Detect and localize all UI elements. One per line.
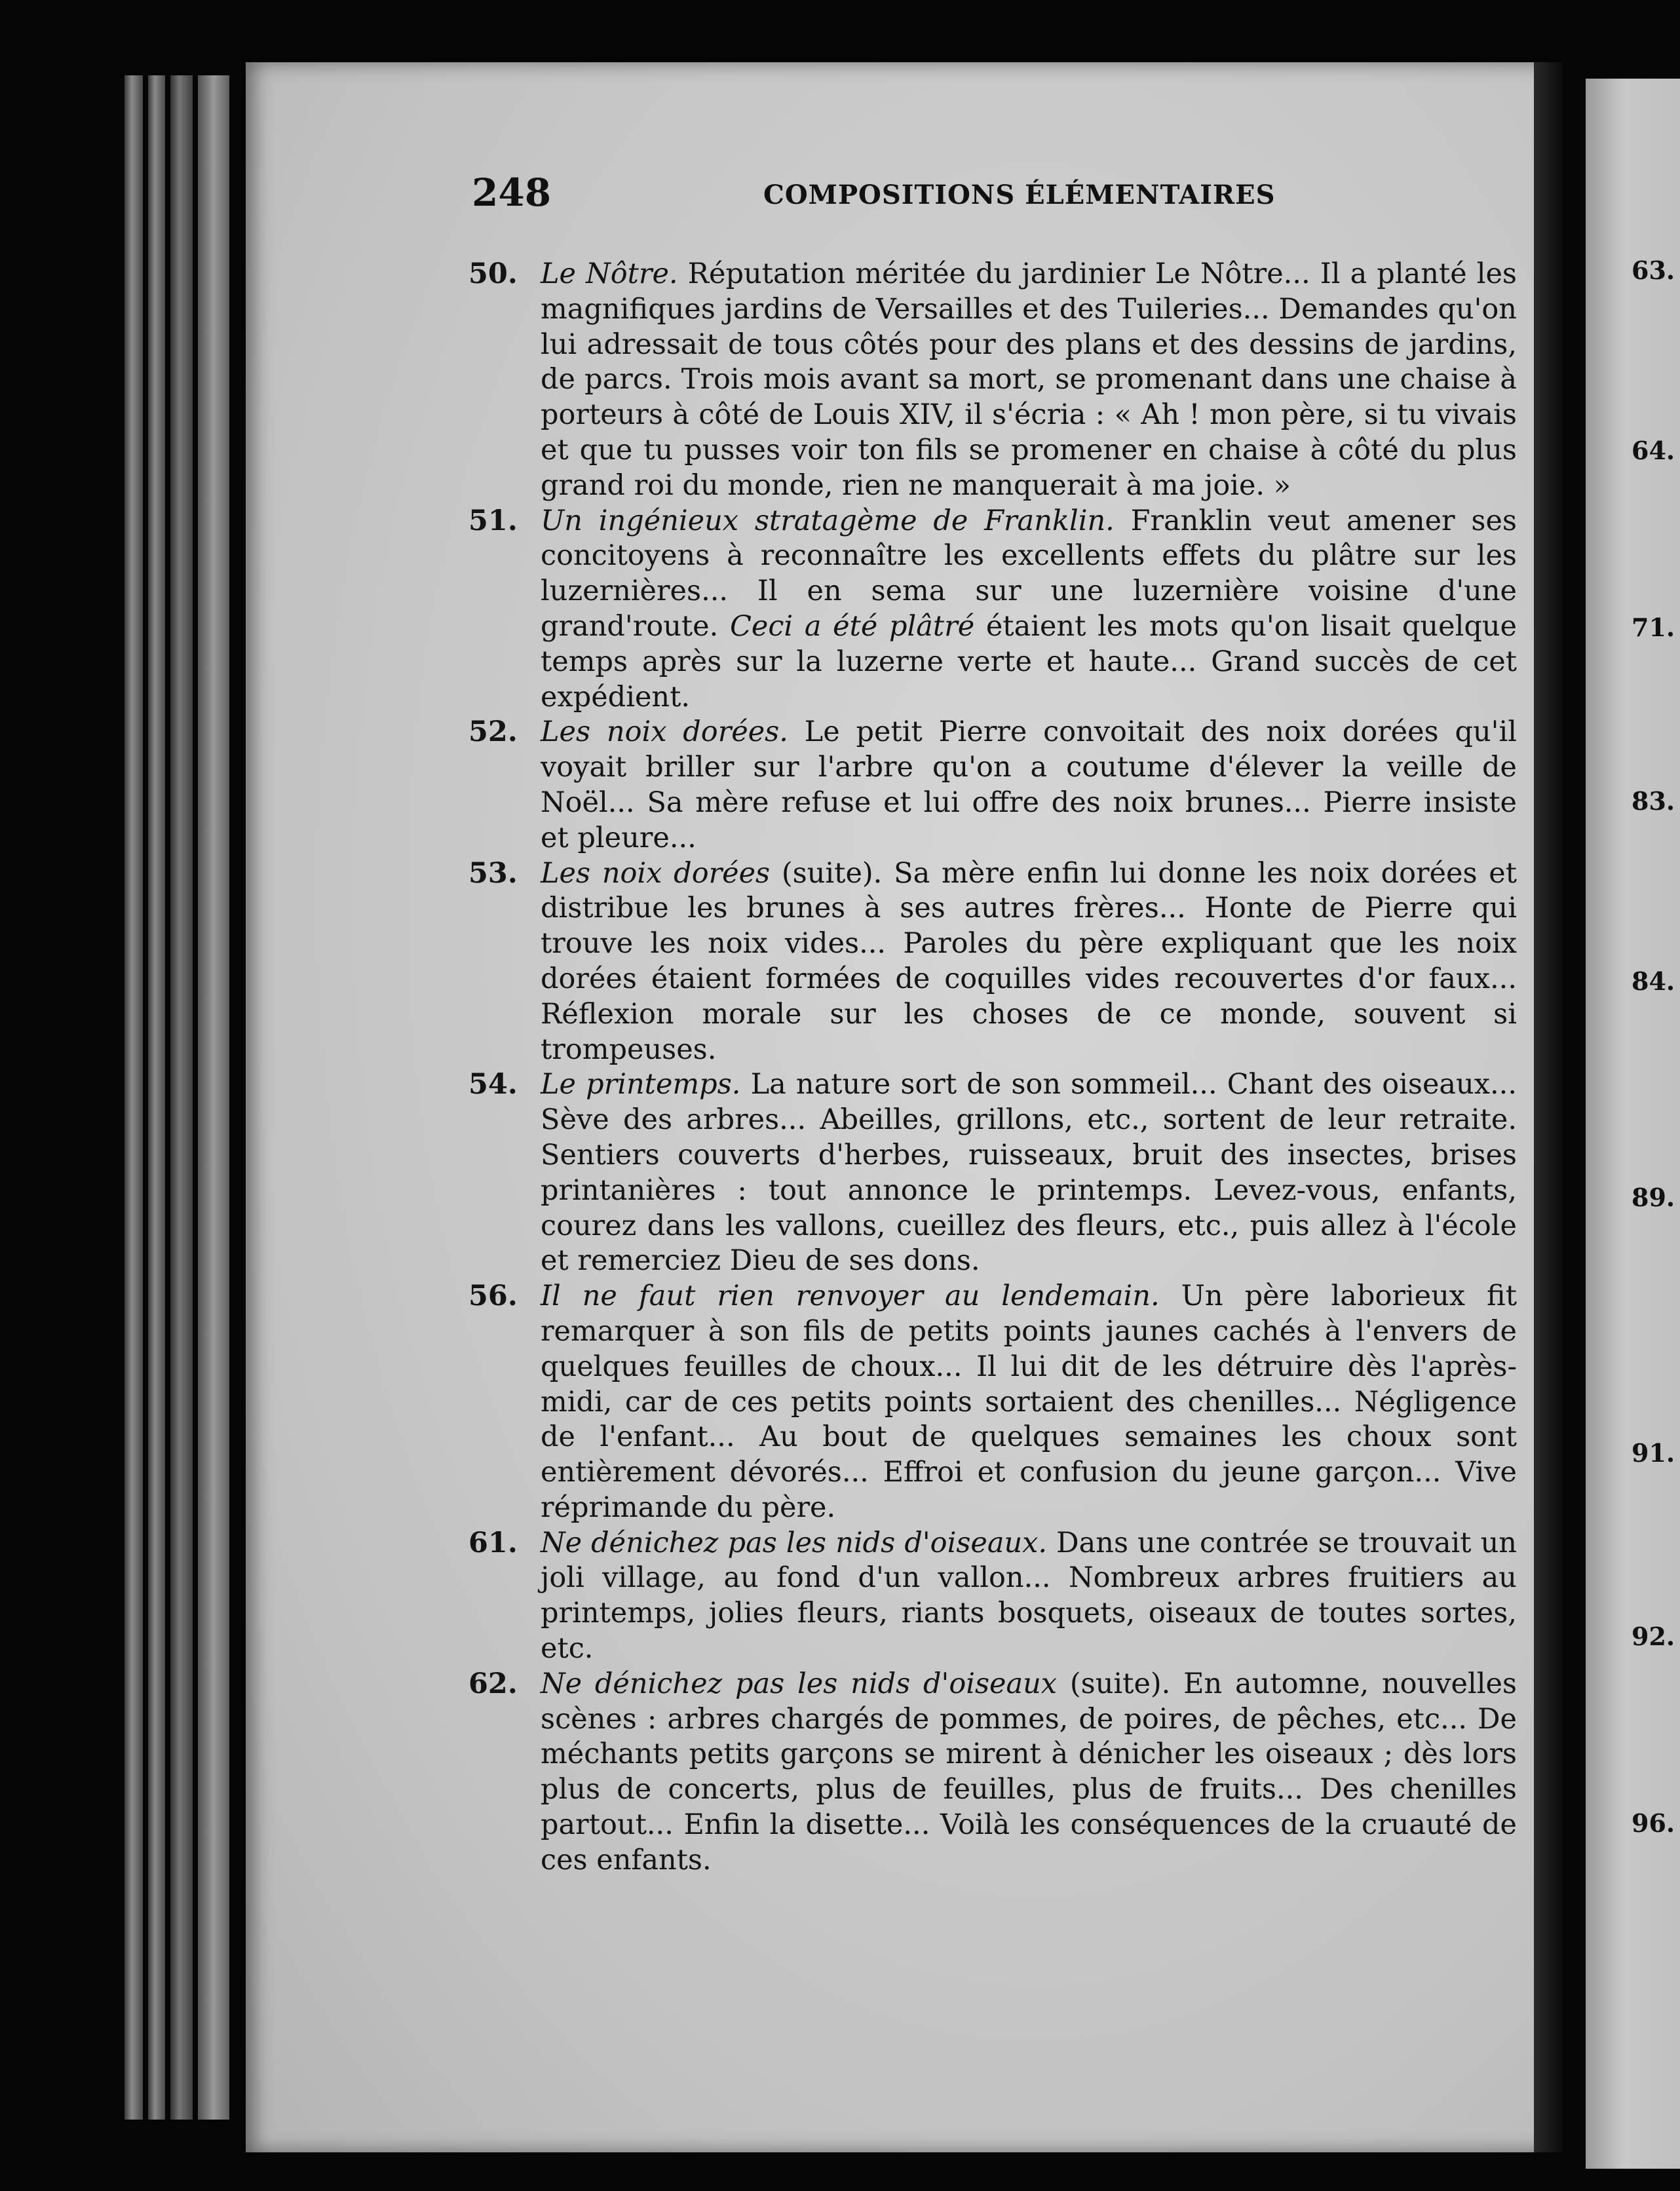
entry-number: 50. [468, 257, 518, 290]
entry-text: (suite). En automne, nouvelles scènes : arbres chargés de pommes, de poires, de pêches, etc... De méchants petits garçons se mirent à dénicher les oiseaux ; dès lors plus de concerts, plus de feuilles, plus de fruits... Des chenilles partout... Enfin la disette... Voilà les conséquences de la cruauté de ces enfants. [541, 1667, 1517, 1877]
next-page-strip [1586, 79, 1680, 2169]
entry-title: Le printemps. [541, 1068, 741, 1101]
running-title: COMPOSITIONS ÉLÉMENTAIRES [763, 180, 1276, 210]
entry-number: 62. [468, 1667, 518, 1700]
next-page-margin-number: 96. [1632, 1808, 1675, 1838]
page-header [347, 170, 1566, 216]
entry-text: Un père laborieux fit remarquer à son fils de petits points jaunes cachés à l'envers de quelques feuilles de choux... Il lui dit de les détruire dès l'après-midi, car de ces petits points sortaient des chenilles... Négligence de l'enfant... Au bout de quelques semaines les choux sont entièrement dévorés... Effroi et confusion du jeune garçon... Vive réprimande du père. [541, 1280, 1517, 1524]
entry-text: Le petit Pierre convoitait des noix dorées qu'il voyait briller sur l'arbre qu'on a coutume d'élever la veille de Noël... Sa mère refuse et lui offre des noix brunes... Pierre insiste et pleure... [541, 715, 1517, 854]
next-page-margin-number: 71. [1632, 613, 1675, 642]
entry-number: 54. [468, 1068, 518, 1101]
page-edge [170, 75, 193, 2120]
entry-number: 56. [468, 1280, 518, 1313]
next-page-margin-number: 83. [1632, 786, 1675, 816]
page-edge [124, 75, 143, 2120]
list-item [468, 1667, 1517, 1878]
list-item [468, 1526, 1517, 1667]
entry-number: 61. [468, 1526, 518, 1559]
entry-title: Un ingénieux stratagème de Franklin. [541, 504, 1115, 537]
page-number: 248 [472, 170, 552, 215]
next-page-margin-number: 63. [1632, 256, 1675, 285]
entry-number: 53. [468, 856, 518, 890]
list-item [468, 1067, 1517, 1279]
list-item [468, 504, 1517, 715]
next-page-margin-number: 84. [1632, 966, 1675, 996]
list-item [468, 1279, 1517, 1526]
entry-text: Dans une contrée se trouvait un joli village, au fond d'un vallon... Nombreux arbres fruitiers au printemps, jolies fleurs, riants bosquets, oiseaux de toutes sortes, etc. [541, 1526, 1517, 1666]
next-page-margin-number: 89. [1632, 1183, 1675, 1212]
page-gutter [1534, 62, 1563, 2152]
entry-number: 52. [468, 715, 518, 749]
entry-number: 51. [468, 504, 518, 537]
entry-text: La nature sort de son sommeil... Chant des oiseaux... Sève des arbres... Abeilles, grillons, etc., sortent de leur retraite. Sentiers couverts d'herbes, ruisseaux, bruit des insectes, brises printanières : tout annonce le printemps. Levez-vous, enfants, courez dans les vallons, cueillez des fleurs, etc., puis allez à l'école et remerciez Dieu de ses dons. [541, 1068, 1518, 1278]
next-page-margin-number: 91. [1632, 1438, 1675, 1468]
entry-quote: Ceci a été plâtré [729, 609, 975, 643]
page-edge [198, 75, 229, 2120]
entry-text: Réputation méritée du jardinier Le Nôtre... Il a planté les magnifiques jardins de Versailles et des Tuileries... Demandes qu'on lui adressait de tous côtés pour des plans et des dessins de jardins, de parcs. Trois mois avant sa mort, se promenant dans une chaise à porteurs à côté de Louis XIV, il s'écria : « Ah ! mon père, si tu vivais et que tu pusses voir ton fils se promener en chaise à côté du plus grand roi du monde, rien ne manquerait à ma joie. » [541, 257, 1517, 502]
entry-title: Ne dénichez pas les nids d'oiseaux. [541, 1526, 1048, 1559]
list-item [468, 257, 1517, 504]
page-edge [148, 75, 165, 2120]
entry-title: Le Nôtre. [541, 257, 678, 290]
entry-list [468, 257, 1517, 1878]
entry-title: Ne dénichez pas les nids d'oiseaux [541, 1667, 1058, 1700]
entry-text: Franklin veut amener ses concitoyens à reconnaître les excellents effets du plâtre sur les luzernières... Il en sema sur une luzernière voisine d'une grand'route. [541, 504, 1517, 643]
entry-title: Il ne faut rien renvoyer au lendemain. [541, 1280, 1160, 1313]
list-item [468, 856, 1517, 1068]
list-item [468, 715, 1517, 856]
entry-title: Les noix dorées. [541, 715, 788, 749]
next-page-margin-number: 64. [1632, 436, 1675, 465]
entry-text: (suite). Sa mère enfin lui donne les noix dorées et distribue les brunes à ses autres frères... Honte de Pierre qui trouve les noix vides... Paroles du père expliquant que les noix dorées étaient formées de coquilles vides recouvertes d'or faux... Réflexion morale sur les choses de ce monde, souvent si trompeuses. [541, 856, 1518, 1066]
entry-title: Les noix dorées [541, 856, 771, 890]
entry-text: étaient les mots qu'on lisait quelque temps après sur la luzerne verte et haute... Grand succès de cet expédient. [541, 609, 1517, 714]
next-page-margin-number: 92. [1632, 1622, 1675, 1651]
